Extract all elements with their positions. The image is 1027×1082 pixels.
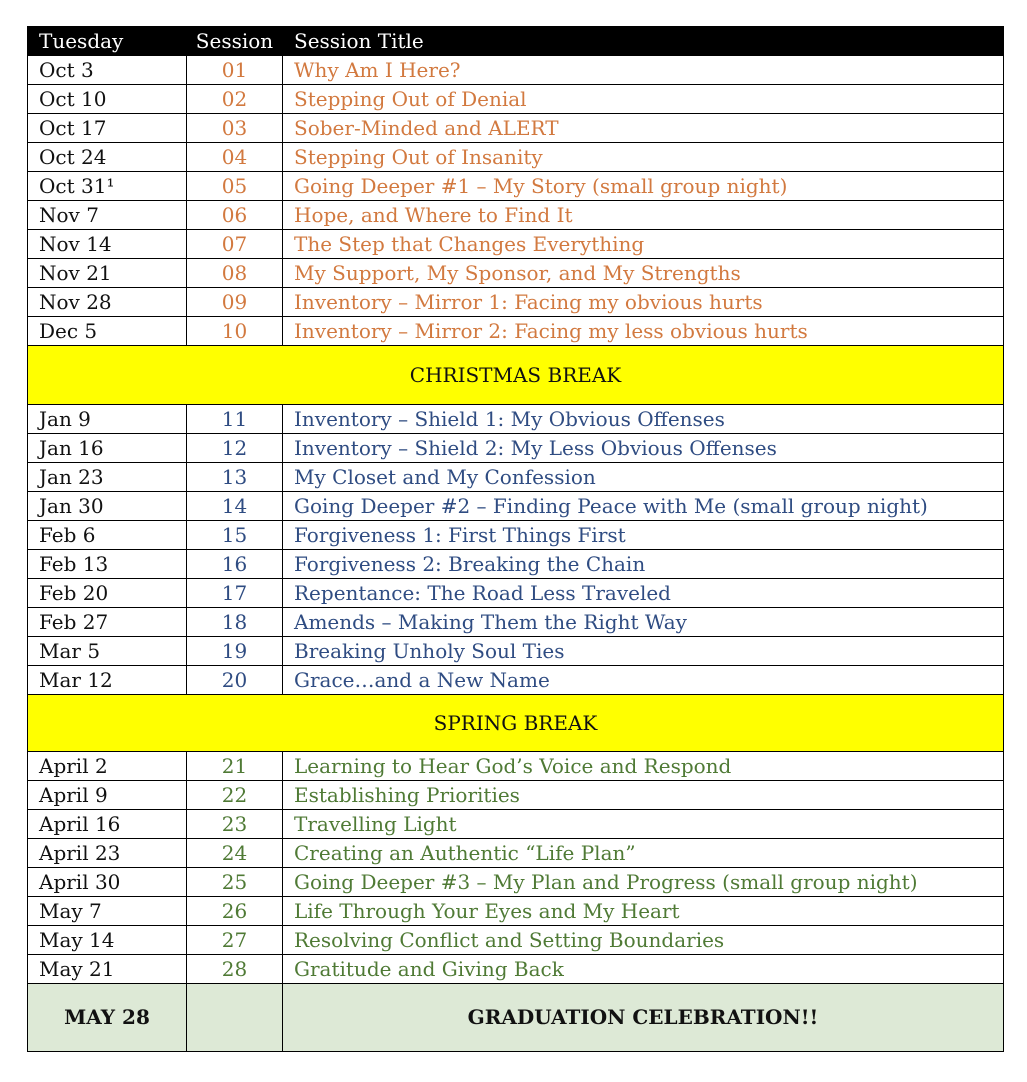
table-row: [28, 114, 1004, 143]
session-title: Going Deeper #1 – My Story (small group night): [283, 172, 1004, 201]
session-title: My Closet and My Confession: [283, 463, 1004, 492]
session-title: Inventory – Mirror 2: Facing my less obvious hurts: [283, 317, 1004, 346]
session-title: Why Am I Here?: [283, 56, 1004, 85]
graduation-title: GRADUATION CELEBRATION!!: [283, 984, 1004, 1052]
session-date: April 2: [28, 752, 187, 781]
session-date: Nov 14: [28, 230, 187, 259]
session-date: Dec 5: [28, 317, 187, 346]
session-title: Going Deeper #2 – Finding Peace with Me (small group night): [283, 492, 1004, 521]
session-number: 17: [187, 579, 283, 608]
session-number: 02: [187, 85, 283, 114]
session-date: Oct 3: [28, 56, 187, 85]
table-row: [28, 85, 1004, 114]
header-session: Session: [187, 27, 283, 56]
table-row: [28, 259, 1004, 288]
table-row: [28, 463, 1004, 492]
session-date: Nov 7: [28, 201, 187, 230]
session-date: April 30: [28, 868, 187, 897]
table-row: [28, 492, 1004, 521]
session-number: 19: [187, 637, 283, 666]
session-date: Feb 20: [28, 579, 187, 608]
schedule-table: [27, 26, 1004, 1052]
session-title: Forgiveness 2: Breaking the Chain: [283, 550, 1004, 579]
session-date: May 14: [28, 926, 187, 955]
session-number: 24: [187, 839, 283, 868]
session-date: Jan 16: [28, 434, 187, 463]
session-number: 07: [187, 230, 283, 259]
table-row: [28, 666, 1004, 695]
session-date: Feb 6: [28, 521, 187, 550]
session-title: Life Through Your Eyes and My Heart: [283, 897, 1004, 926]
session-number: 22: [187, 781, 283, 810]
table-row: [28, 230, 1004, 259]
session-title: Hope, and Where to Find It: [283, 201, 1004, 230]
session-number: 16: [187, 550, 283, 579]
session-number: 11: [187, 405, 283, 434]
session-date: Jan 23: [28, 463, 187, 492]
session-number: 23: [187, 810, 283, 839]
table-row: [28, 434, 1004, 463]
header-session-title: Session Title: [283, 27, 1004, 56]
table-row: [28, 288, 1004, 317]
session-title: Inventory – Shield 1: My Obvious Offenses: [283, 405, 1004, 434]
table-row: [28, 172, 1004, 201]
session-date: Feb 27: [28, 608, 187, 637]
session-date: May 21: [28, 955, 187, 984]
session-number: 21: [187, 752, 283, 781]
graduation-date: MAY 28: [28, 984, 187, 1052]
session-date: Jan 30: [28, 492, 187, 521]
table-row: [28, 201, 1004, 230]
session-title: Repentance: The Road Less Traveled: [283, 579, 1004, 608]
table-row: [28, 521, 1004, 550]
table-row: [28, 608, 1004, 637]
session-title: Going Deeper #3 – My Plan and Progress (small group night): [283, 868, 1004, 897]
table-row: [28, 781, 1004, 810]
session-date: Oct 31¹: [28, 172, 187, 201]
session-date: Oct 24: [28, 143, 187, 172]
session-title: Stepping Out of Denial: [283, 85, 1004, 114]
table-row: [28, 405, 1004, 434]
session-number: 26: [187, 897, 283, 926]
session-title: The Step that Changes Everything: [283, 230, 1004, 259]
session-number: 06: [187, 201, 283, 230]
schedule-body: [28, 56, 1004, 1052]
session-title: Inventory – Shield 2: My Less Obvious Offenses: [283, 434, 1004, 463]
table-row: [28, 955, 1004, 984]
session-date: May 7: [28, 897, 187, 926]
session-number: 14: [187, 492, 283, 521]
christmas-break-label: CHRISTMAS BREAK: [28, 346, 1004, 405]
graduation-row: [28, 984, 1004, 1052]
session-date: April 9: [28, 781, 187, 810]
table-row: [28, 839, 1004, 868]
session-title: Gratitude and Giving Back: [283, 955, 1004, 984]
session-number: 13: [187, 463, 283, 492]
session-number: 08: [187, 259, 283, 288]
session-title: Creating an Authentic “Life Plan”: [283, 839, 1004, 868]
session-title: Inventory – Mirror 1: Facing my obvious hurts: [283, 288, 1004, 317]
session-title: Learning to Hear God’s Voice and Respond: [283, 752, 1004, 781]
session-date: Mar 5: [28, 637, 187, 666]
table-row: [28, 752, 1004, 781]
session-title: Resolving Conflict and Setting Boundaries: [283, 926, 1004, 955]
table-row: [28, 926, 1004, 955]
table-row: [28, 143, 1004, 172]
session-date: Jan 9: [28, 405, 187, 434]
header-tuesday: Tuesday: [28, 27, 187, 56]
christmas-break-row: [28, 346, 1004, 405]
table-row: [28, 637, 1004, 666]
session-date: Oct 17: [28, 114, 187, 143]
graduation-session-empty: [187, 984, 283, 1052]
session-number: 09: [187, 288, 283, 317]
session-date: Feb 13: [28, 550, 187, 579]
session-title: Breaking Unholy Soul Ties: [283, 637, 1004, 666]
table-row: [28, 56, 1004, 85]
session-number: 27: [187, 926, 283, 955]
session-number: 03: [187, 114, 283, 143]
session-date: Nov 21: [28, 259, 187, 288]
session-number: 25: [187, 868, 283, 897]
table-row: [28, 897, 1004, 926]
spring-break-row: [28, 695, 1004, 752]
session-date: April 16: [28, 810, 187, 839]
header-row: [28, 27, 1004, 56]
session-date: Mar 12: [28, 666, 187, 695]
session-title: Forgiveness 1: First Things First: [283, 521, 1004, 550]
session-date: April 23: [28, 839, 187, 868]
session-number: 18: [187, 608, 283, 637]
session-title: Grace…and a New Name: [283, 666, 1004, 695]
session-number: 12: [187, 434, 283, 463]
session-title: Travelling Light: [283, 810, 1004, 839]
session-title: Sober-Minded and ALERT: [283, 114, 1004, 143]
session-title: Stepping Out of Insanity: [283, 143, 1004, 172]
session-number: 05: [187, 172, 283, 201]
session-title: My Support, My Sponsor, and My Strengths: [283, 259, 1004, 288]
session-number: 10: [187, 317, 283, 346]
session-date: Oct 10: [28, 85, 187, 114]
session-title: Establishing Priorities: [283, 781, 1004, 810]
session-number: 15: [187, 521, 283, 550]
table-row: [28, 868, 1004, 897]
table-row: [28, 579, 1004, 608]
session-number: 28: [187, 955, 283, 984]
session-title: Amends – Making Them the Right Way: [283, 608, 1004, 637]
table-row: [28, 810, 1004, 839]
session-number: 20: [187, 666, 283, 695]
table-row: [28, 317, 1004, 346]
table-row: [28, 550, 1004, 579]
session-date: Nov 28: [28, 288, 187, 317]
session-number: 01: [187, 56, 283, 85]
session-number: 04: [187, 143, 283, 172]
spring-break-label: SPRING BREAK: [28, 695, 1004, 752]
